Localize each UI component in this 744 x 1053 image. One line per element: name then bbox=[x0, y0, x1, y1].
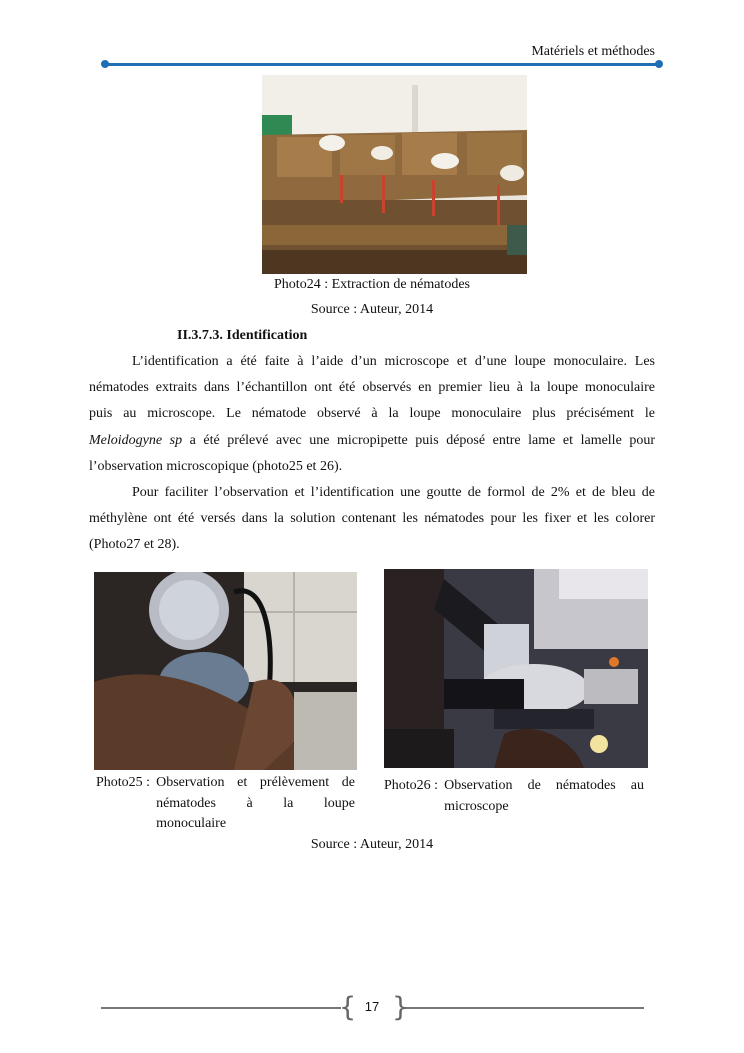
page-brace-left: { bbox=[339, 992, 357, 1023]
photo-pair-source: Source : Auteur, 2014 bbox=[310, 837, 434, 852]
footer-rule-left bbox=[101, 1007, 341, 1009]
header-rule bbox=[104, 63, 660, 66]
photo24-source: Source : Auteur, 2014 bbox=[310, 302, 434, 317]
paragraph-2-line: (Photo27 et 28). bbox=[89, 537, 180, 553]
running-head: Matériels et méthodes bbox=[531, 44, 655, 59]
header-rule-right-dot bbox=[655, 60, 663, 68]
page-number: 17 bbox=[364, 999, 380, 1014]
paragraph-1-line: L’identification a été faite à l’aide d’un microscope et d’une loupe monoculaire. Les bbox=[132, 354, 655, 369]
paragraph-2 bbox=[89, 480, 655, 559]
footer-rule-right bbox=[402, 1007, 644, 1009]
photo25-caption bbox=[96, 773, 355, 835]
paragraph-1-line-rest: a été prélevé avec une micropipette puis déposé entre lame et lamelle pour bbox=[182, 432, 656, 448]
photo26-caption-line: microscope bbox=[444, 798, 509, 814]
photo24-caption: Photo24 : Extraction de nématodes bbox=[274, 277, 470, 292]
paragraph-1-line: l’observation microscopique (photo25 et 26). bbox=[89, 458, 343, 474]
paragraph-2-line: méthylène ont été versés dans la solution contenant les nématodes pour les fixer et les colorer bbox=[89, 511, 655, 527]
photo25-label: Photo25 : bbox=[96, 775, 151, 790]
photo26-caption bbox=[384, 776, 644, 817]
header-rule-left-dot bbox=[101, 60, 109, 68]
paragraph-2-line: Pour faciliter l’observation et l’identification une goutte de formol de 2% et de bleu de bbox=[132, 485, 655, 500]
paragraph-1 bbox=[89, 349, 655, 480]
photo25-image bbox=[94, 572, 357, 770]
photo25-caption-line: nématodes à la loupe bbox=[156, 795, 355, 811]
paragraph-1-line: nématodes extraits dans l’échantillon ont été observés en premier lieu à la loupe monoculaire bbox=[89, 380, 655, 396]
paragraph-1-line: puis au microscope. Le nématode observé à la loupe monoculaire plus précisément le bbox=[89, 406, 655, 422]
photo26-caption-line: Observation de nématodes au bbox=[444, 778, 644, 793]
species-name: Meloidogyne sp bbox=[89, 432, 183, 448]
photo26-image bbox=[384, 569, 648, 768]
paragraph-1-line bbox=[89, 428, 655, 454]
photo26-label: Photo26 : bbox=[384, 778, 439, 793]
page-brace-right: } bbox=[392, 992, 410, 1023]
photo25-caption-line: monoculaire bbox=[156, 816, 227, 831]
section-heading: II.3.7.3. Identification bbox=[177, 328, 308, 343]
photo25-caption-line: Observation et prélèvement de bbox=[156, 775, 355, 790]
photo24-image bbox=[262, 75, 527, 274]
